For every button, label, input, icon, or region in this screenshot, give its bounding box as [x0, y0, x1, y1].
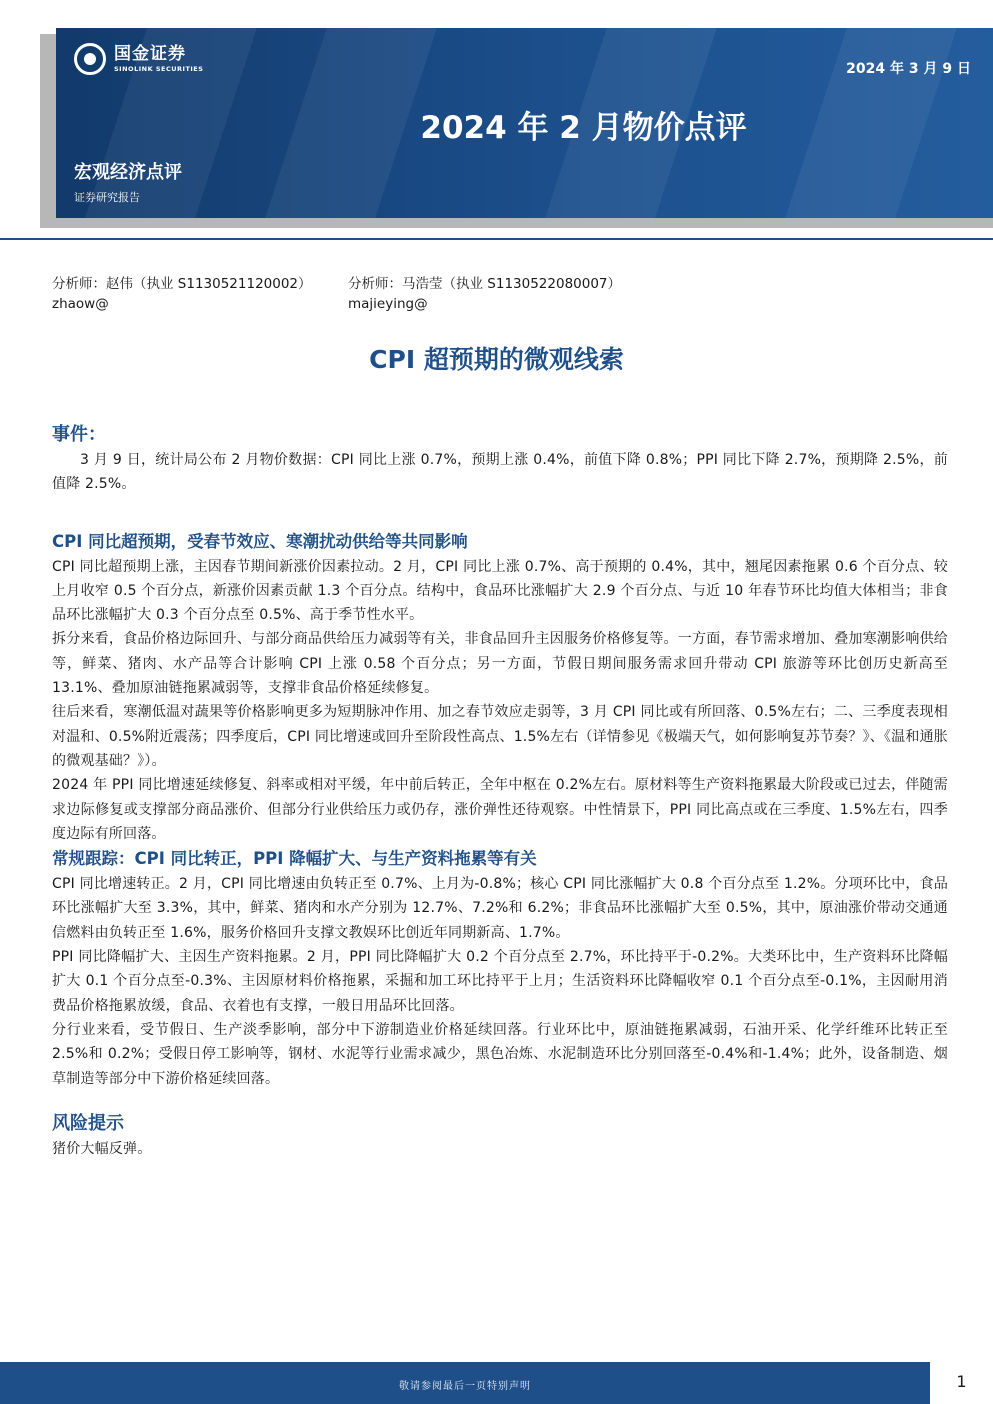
risk-paragraph: 猪价大幅反弹。 — [52, 1140, 152, 1157]
section-paragraph: PPI 同比降幅扩大、主因生产资料拖累。2 月，PPI 同比降幅扩大 0.2 个百分点至 2.7%，环比持平于-0.2%。大类环比中，生产资料环比降幅扩大 0.1 个百分点至-0.3%、主因原材料价格拖累，采掘和加工环比持平于上月；生活资料环比降幅收窄 0.1 个百分点至-0.1%，主因耐用消费品价格拖累放缓，食品、衣着也有支撑，一般日用品环比回落。 — [52, 949, 948, 1014]
analyst-block — [52, 274, 312, 314]
section-paragraph: 分行业来看，受节假日、生产淡季影响，部分中下游制造业价格延续回落。行业环比中，原油链拖累减弱，石油开采、化学纤维环比转正至 2.5%和 0.2%；受假日停工影响等，钢材、水泥等行业需求减少，黑色冶炼、水泥制造环比分别回落至-0.4%和-1.4%；此外，设备制造、烟草制造等部分中下游价格延续回落。 — [52, 1021, 948, 1087]
logo-text — [114, 43, 204, 73]
report-subcategory: 证券研究报告 — [74, 191, 140, 204]
header-divider — [0, 238, 993, 240]
section-heading-cpi: CPI 同比超预期，受春节效应、寒潮扰动供给等共同影响 — [52, 531, 468, 551]
risk-heading: 风险提示 — [52, 1112, 124, 1134]
main-title: CPI 超预期的微观线索 — [369, 345, 624, 374]
analyst-email[interactable]: majieying@ — [348, 296, 428, 312]
analyst-block — [348, 274, 621, 314]
event-paragraph: 3 月 9 日，统计局公布 2 月物价数据：CPI 同比上涨 0.7%，预期上涨 0.4%，前值下降 0.8%；PPI 同比下降 2.7%，预期降 2.5%，前值降 2.5%。 — [52, 452, 948, 493]
footer-disclaimer-notice: 敬请参阅最后一页特别声明 — [399, 1381, 531, 1392]
company-logo — [74, 42, 203, 76]
report-date: 2024 年 3 月 9 日 — [846, 61, 971, 77]
logo-name-cn: 国金证券 — [114, 43, 186, 64]
report-category: 宏观经济点评 — [74, 162, 182, 183]
report-title: 2024 年 2 月物价点评 — [420, 110, 747, 146]
section-paragraph: 拆分来看，食品价格边际回升、与部分商品供给压力减弱等有关，非食品回升主因服务价格修复等。一方面，春节需求增加、叠加寒潮影响供给等，鲜菜、猪肉、水产品等合计影响 CPI 上涨 0.58 个百分点；另一方面，节假日期间服务需求回升带动 CPI 旅游等环比创历史新高至 13.1%、叠加原油链拖累减弱等，支撑非食品价格延续修复。 — [52, 631, 948, 697]
section-paragraph: CPI 同比超预期上涨，主因春节期间新涨价因素拉动。2 月，CPI 同比上涨 0.7%、高于预期的 0.4%，其中，翘尾因素拖累 0.6 个百分点、较上月收窄 0.5 个百分点，新涨价因素贡献 1.3 个百分点。结构中，食品环比涨幅扩大 2.9 个百分点、与近 10 年春节环比均值大体相当；非食品环比涨幅扩大 0.3 个百分点至 0.5%、高于季节性水平。 — [52, 558, 948, 624]
event-heading: 事件： — [52, 424, 106, 445]
section-paragraph: 往后来看，寒潮低温对蔬果等价格影响更多为短期脉冲作用、加之春节效应走弱等，3 月 CPI 同比或有所回落、0.5%左右；二、三季度表现相对温和、0.5%附近震荡；四季度后，CPI 同比增速或回升至阶段性高点、1.5%左右（详情参见《极端天气，如何影响复苏节奏？》、《温和通胀的微观基础？》）。 — [52, 704, 948, 769]
page-number: 1 — [956, 1372, 967, 1391]
analyst-email[interactable]: zhaow@ — [52, 296, 109, 312]
section-heading-tracking: 常规跟踪：CPI 同比转正，PPI 降幅扩大、与生产资料拖累等有关 — [52, 849, 537, 869]
section-paragraph: CPI 同比增速转正。2 月，CPI 同比增速由负转正至 0.7%、上月为-0.8%；核心 CPI 同比涨幅扩大 0.8 个百分点至 1.2%。分项环比中，食品环比涨幅扩大至 3.3%，其中，鲜菜、猪肉和水产分别为 12.7%、7.2%和 6.2%；非食品环比涨幅扩大至 0.5%，其中，原油涨价带动交通通信燃料由负转正至 1.6%，服务价格回升支撑文教娱环比创近年同期新高、1.7%。 — [52, 876, 949, 941]
section-paragraph: 2024 年 PPI 同比增速延续修复、斜率或相对平缓，年中前后转正，全年中枢在 0.2%左右。原材料等生产资料拖累最大阶段或已过去，伴随需求边际修复或支撑部分商品涨价、但部分行业供给压力或仍存，涨价弹性还待观察。中性情景下，PPI 同比高点或在三季度、1.5%左右，四季度边际有所回落。 — [52, 777, 948, 842]
report-body — [52, 422, 948, 1161]
logo-name-en: SINOLINK SECURITIES — [114, 64, 204, 73]
logo-icon — [74, 43, 106, 75]
analyst-name: 分析师：马浩莹（执业 S1130522080007） — [348, 276, 622, 292]
analyst-name: 分析师：赵伟（执业 S1130521120002） — [52, 276, 312, 292]
